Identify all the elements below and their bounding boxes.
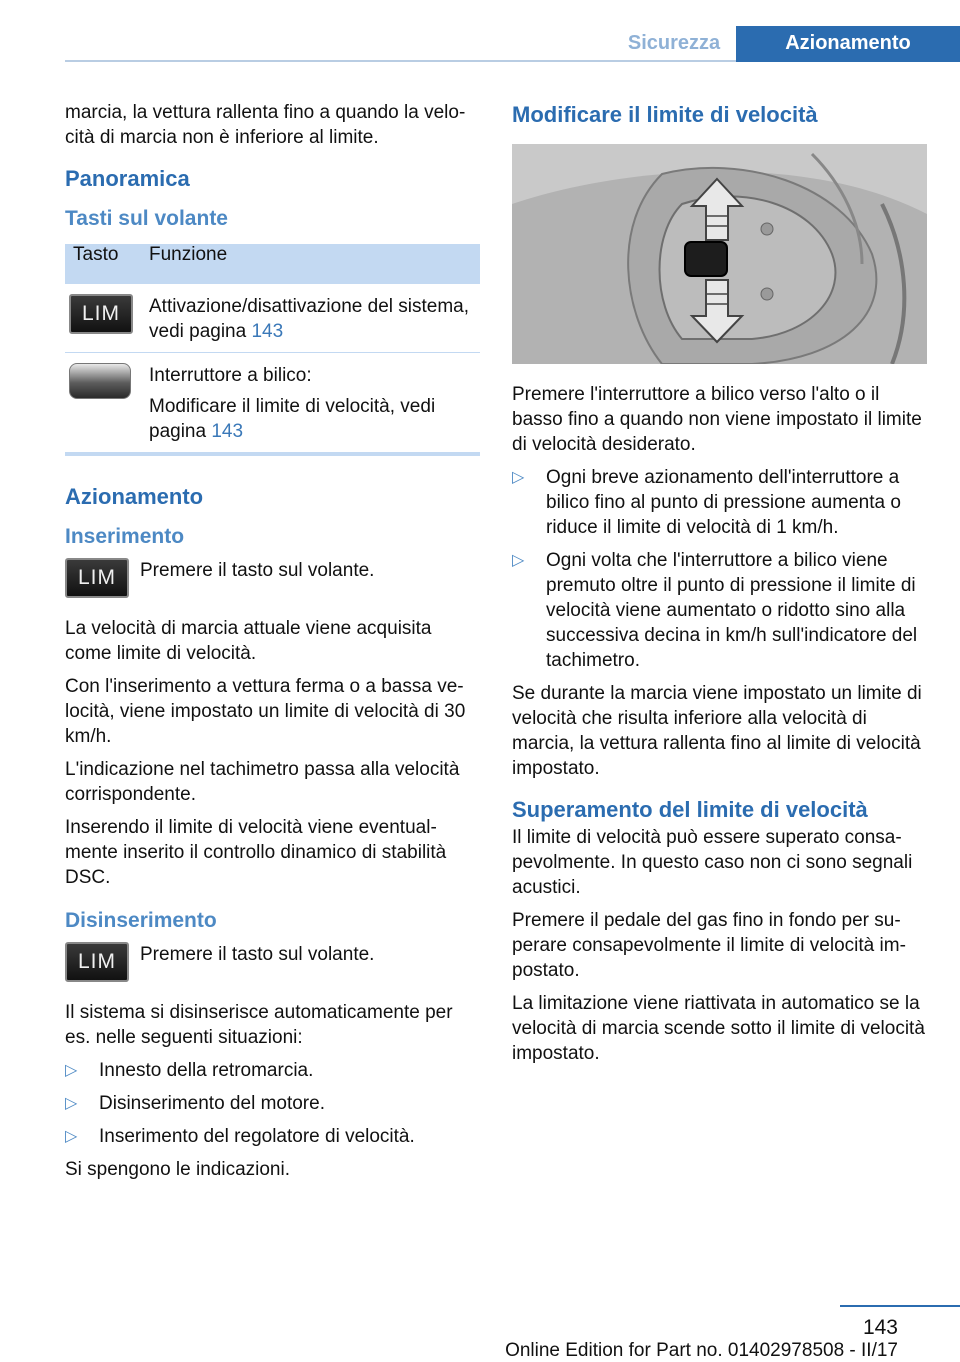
- inserimento-action-text: Premere il tasto sul volante.: [140, 560, 375, 581]
- table-header-tasto: Tasto: [73, 244, 119, 265]
- modificare-list: [512, 465, 927, 673]
- list-item-text: Innesto della retromarcia.: [99, 1060, 314, 1081]
- table-header-funzione: Funzione: [149, 244, 228, 265]
- lim-button-icon: LIM: [65, 558, 129, 598]
- lim-button-icon: LIM: [65, 942, 129, 982]
- list-item: [65, 1091, 480, 1116]
- page-link-143[interactable]: 143: [211, 421, 244, 442]
- page-link-143[interactable]: 143: [251, 321, 284, 342]
- table-header: [65, 244, 480, 284]
- list-item-text: Disinserimento del motore.: [99, 1093, 325, 1114]
- row2-text1: Interruttore a bilico:: [149, 365, 312, 386]
- superamento-paragraph: La limitazione viene riattivata in automatico se la velocità di marcia scende sotto il limite di velocità impostato.: [512, 993, 925, 1064]
- triangle-bullet-icon: ▷: [65, 1095, 78, 1112]
- header-tab-azionamento[interactable]: Azionamento: [736, 26, 960, 62]
- heading-azionamento: Azionamento: [65, 484, 204, 509]
- triangle-bullet-icon: ▷: [512, 552, 525, 569]
- rocker-switch-icon: [69, 363, 131, 399]
- inserimento-action: [65, 558, 480, 606]
- table-row: [65, 353, 480, 453]
- list-item: [65, 1124, 480, 1149]
- list-item-text: Inserimento del regolatore di velocità.: [99, 1126, 415, 1147]
- edition-note: Online Edition for Part no. 01402978508 - II/17: [505, 1340, 898, 1361]
- heading-modificare: Modificare il limite di velocità: [512, 102, 818, 127]
- heading-superamento: Superamento del limite di velocità: [512, 797, 868, 822]
- heading-panoramica: Panoramica: [65, 166, 190, 191]
- right-column: [512, 100, 927, 1074]
- list-item: [512, 548, 927, 673]
- superamento-paragraph: Premere il pedale del gas fino in fondo per superare consapevolmente il limite di velocità impostato.: [512, 910, 906, 981]
- table-cell-function: [141, 284, 480, 353]
- inserimento-paragraph: L'indicazione nel tachimetro passa alla velocità corrispondente.: [65, 759, 460, 805]
- inserimento-paragraph: Con l'inserimento a vettura ferma o a bassa velocità, viene impostato un limite di velocità di 30 km/h.: [65, 676, 466, 747]
- disinserimento-paragraph: Si spengono le indicazioni.: [65, 1159, 290, 1180]
- row2-text2: Modificare il limite di velocità, vedi pagina: [149, 396, 436, 442]
- table-cell-function: [141, 353, 480, 453]
- left-column: [65, 100, 480, 1190]
- inserimento-paragraph: Inserendo il limite di velocità viene eventualmente inserito il controllo dinamico di stabilità DSC.: [65, 817, 447, 888]
- list-item-text: Ogni breve azionamento dell'interruttore a bilico fino al punto di pressione aumenta o riduce il limite di velocità di 1 km/h.: [546, 467, 901, 538]
- footer-rule: [840, 1305, 960, 1307]
- table-bottom-rule: [65, 452, 480, 456]
- list-item: [512, 465, 927, 540]
- table-row: [65, 284, 480, 353]
- modificare-paragraph: Premere l'interruttore a bilico verso l'alto o il basso fino a quando non viene impostato il limite di velocità desiderato.: [512, 384, 922, 455]
- disinserimento-list: [65, 1058, 480, 1149]
- list-item: [65, 1058, 480, 1083]
- inserimento-paragraph: La velocità di marcia attuale viene acquisita come limite di velocità.: [65, 618, 432, 664]
- disinserimento-paragraph: Il sistema si disinserisce automaticamente per es. nelle seguenti situazioni:: [65, 1002, 453, 1048]
- header-tab-sicurezza[interactable]: Sicurezza: [627, 32, 721, 54]
- page-number: 143: [862, 1316, 898, 1339]
- buttons-table: [65, 244, 480, 456]
- triangle-bullet-icon: ▷: [512, 469, 525, 486]
- lim-button-icon: LIM: [69, 294, 133, 334]
- intro-paragraph: marcia, la vettura rallenta fino a quando la velocità di marcia non è inferiore al limite.: [65, 102, 466, 148]
- superamento-paragraph: Il limite di velocità può essere superato consapevolmente. In questo caso non ci sono segnali acustici.: [512, 827, 913, 898]
- heading-tasti-sul-volante: Tasti sul volante: [65, 207, 228, 230]
- disinserimento-action: [65, 942, 480, 990]
- heading-inserimento: Inserimento: [65, 525, 185, 548]
- triangle-bullet-icon: ▷: [65, 1128, 78, 1145]
- triangle-bullet-icon: ▷: [65, 1062, 78, 1079]
- modificare-paragraph: Se durante la marcia viene impostato un limite di velocità che risulta inferiore alla velocità di marcia, la vettura rallenta fino al limite di velocità impostato.: [512, 683, 922, 779]
- row1-text: Attivazione/disattivazione del sistema, vedi pagina: [149, 296, 469, 342]
- steering-wheel-rocker-illustration: [512, 144, 927, 364]
- list-item-text: Ogni volta che l'interruttore a bilico viene premuto oltre il punto di pressione il limite di velocità viene aumentato o ridotto sino alla successiva decina in km/h sull'indicatore del tachimetro.: [546, 550, 918, 671]
- heading-disinserimento: Disinserimento: [65, 909, 217, 932]
- disinserimento-action-text: Premere il tasto sul volante.: [140, 944, 375, 965]
